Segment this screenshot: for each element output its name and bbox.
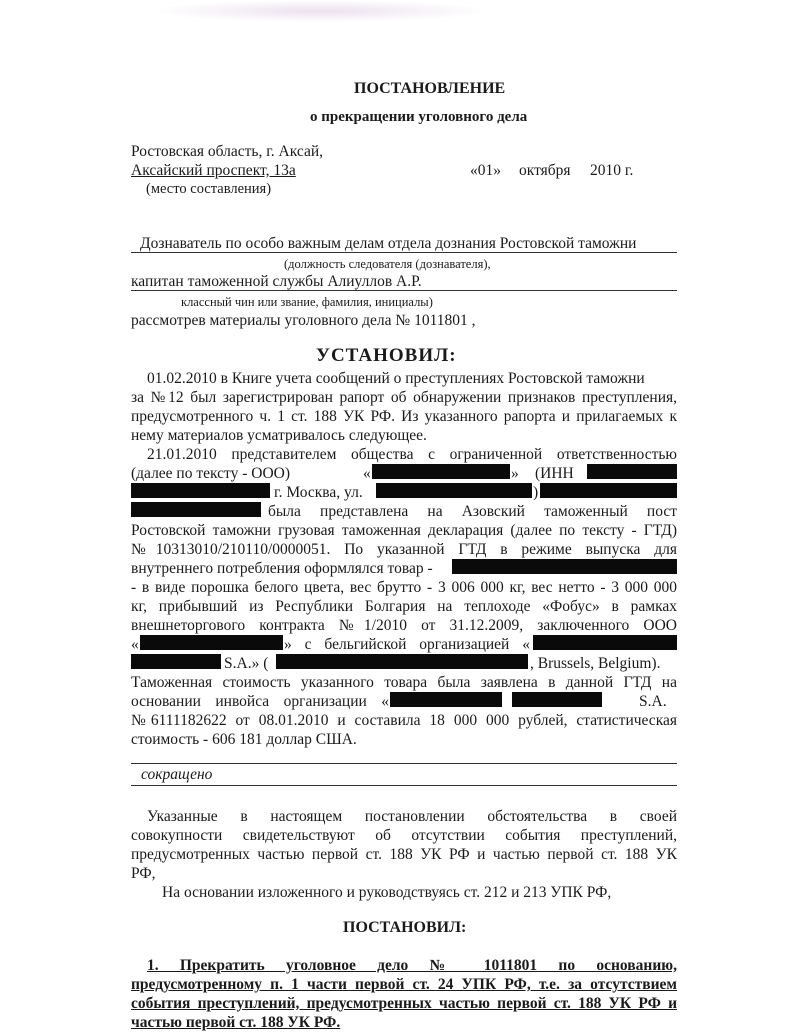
p1-line-3: предусмотренного ч. 1 ст. 188 УК РФ. Из указанного рапорта и прилагаемых к xyxy=(131,408,677,425)
date-year: 2010 г. xyxy=(590,162,634,179)
conclusion-line-4: РФ, xyxy=(131,865,156,882)
redaction-goods xyxy=(452,559,677,574)
place-line-1: Ростовская область, г. Аксай, xyxy=(131,143,324,160)
document-subtitle: о прекращении уголовного дела xyxy=(310,109,528,125)
redaction-address-1 xyxy=(131,483,270,498)
scan-smudge xyxy=(150,0,490,22)
decided-line-2: предусмотренному п. 1 части первой ст. 24 УПК РФ, т.е. за отсутствием xyxy=(131,976,677,993)
reviewed-line: рассмотрев материалы уголовного дела № 1011801 , xyxy=(131,312,476,329)
p2-line-2-quote-close: » xyxy=(511,465,519,482)
p1-line-2: за №12 был зарегистрирован рапорт об обнаружении признаков преступления, xyxy=(131,389,677,406)
conclusion-line-3: предусмотренных частью первой ст. 188 УК РФ и частью первой ст. 188 УК xyxy=(131,846,677,863)
p2-line-13: Таможенная стоимость указанного товара была заявлена в данной ГТД на xyxy=(131,674,677,691)
redaction-invoice-org-2 xyxy=(512,692,602,707)
p2-line-1: 21.01.2010 представителем общества с ограниченной ответственностью xyxy=(147,446,677,463)
p2-line-14: основании инвойса организации « xyxy=(131,693,389,710)
redaction-org-name-1 xyxy=(372,464,510,479)
p2-line-16: стоимость - 606 181 доллар США. xyxy=(131,731,357,748)
redaction-address-3 xyxy=(540,483,677,498)
decided-line-3: события преступлений, предусмотренных частью первой ст. 188 УК РФ и xyxy=(131,995,677,1012)
p2-line-11-text: » с бельгийской организацией « xyxy=(284,636,530,653)
date-day: «01» xyxy=(470,162,501,179)
p2-line-7: внутреннего потребления оформлялся товар - xyxy=(131,560,433,577)
p2-line-4: была представлена на Азовский таможенный пост xyxy=(268,503,677,520)
place-line-2: Аксайский проспект, 13а xyxy=(131,162,296,179)
established-heading: УСТАНОВИЛ: xyxy=(316,345,457,366)
redaction-org-name-2 xyxy=(140,635,283,650)
name-caption: классный чин или звание, фамилия, инициалы) xyxy=(181,295,433,309)
conclusion-line-1: Указанные в настоящем постановлении обстоятельства в своей xyxy=(147,808,677,825)
redaction-belgian-org xyxy=(533,635,677,650)
date-month: октября xyxy=(519,162,571,179)
p2-line-5: Ростовской таможни грузовая таможенная декларация (далее по тексту - ГТД) xyxy=(131,522,677,539)
p1-line-1: 01.02.2010 в Книге учета сообщений о преступлениях Ростовской таможни xyxy=(147,370,645,387)
abridged-rule-bottom xyxy=(131,785,677,786)
p2-line-12-city: , Brussels, Belgium). xyxy=(530,655,661,672)
p2-line-3-close: ) xyxy=(533,484,539,501)
decided-line-4: частью первой ст. 188 УК РФ. xyxy=(131,1014,341,1031)
abridged-note: сокращено xyxy=(141,766,213,783)
redaction-address-2 xyxy=(376,483,532,498)
abridged-rule-top xyxy=(131,763,677,764)
position-caption: (должность следователя (дознавателя), xyxy=(284,257,491,271)
officer-position: Дознаватель по особо важным делам отдела дознания Ростовской таможни xyxy=(140,235,637,252)
decided-line-1: 1. Прекратить уголовное дело № 1011801 по основанию, xyxy=(147,957,677,974)
redaction-belgian-org-2 xyxy=(131,654,221,669)
redaction-belgian-address xyxy=(276,654,528,669)
p2-line-6: №10313010/210110/0000051. По указанной ГТД в режиме выпуска для xyxy=(131,541,677,558)
p2-line-9: кг, прибывший из Республики Болгария на теплоходе «Фобус» в рамках xyxy=(131,598,677,615)
officer-name: капитан таможенной службы Алиуллов А.Р. xyxy=(131,273,422,290)
p2-line-10: внешнеторгового контракта №1/2010 от 31.12.2009, заключенного ООО xyxy=(131,617,677,634)
p2-line-8: - в виде порошка белого цвета, вес брутто - 3 006 000 кг, вес нетто - 3 000 000 xyxy=(131,579,677,596)
redaction-representative xyxy=(131,502,261,517)
document-title: ПОСТАНОВЛЕНИЕ xyxy=(354,80,506,97)
p2-line-2-quote-open: « xyxy=(363,465,371,482)
p2-line-2-inn: (ИНН xyxy=(535,465,574,482)
name-underline xyxy=(131,290,677,291)
p2-line-2 xyxy=(131,464,290,483)
conclusion-line-2: совокупности свидетельствуют об отсутствии события преступлений, xyxy=(131,827,677,844)
p2-line-12-sa: S.A.» ( xyxy=(224,655,269,672)
p1-line-4: нему материалов усматривалось следующее. xyxy=(131,427,427,444)
redaction-invoice-org-1 xyxy=(390,692,502,707)
basis-line: На основании изложенного и руководствуясь ст. 212 и 213 УПК РФ, xyxy=(162,884,612,901)
place-caption: (место составления) xyxy=(146,181,272,197)
p2-line-2-text: (далее по тексту - ООО) xyxy=(131,465,291,482)
decided-heading: ПОСТАНОВИЛ: xyxy=(343,919,467,936)
p2-line-11-open: « xyxy=(131,636,139,653)
redaction-inn xyxy=(587,464,677,479)
p2-line-15: №6111182622 от 08.01.2010 и составила 18 000 000 рублей, статистическая xyxy=(131,712,677,729)
p2-line-3-city: г. Москва, ул. xyxy=(274,484,363,501)
position-underline xyxy=(131,252,677,253)
p2-line-14-sa: S.A. xyxy=(639,693,667,710)
